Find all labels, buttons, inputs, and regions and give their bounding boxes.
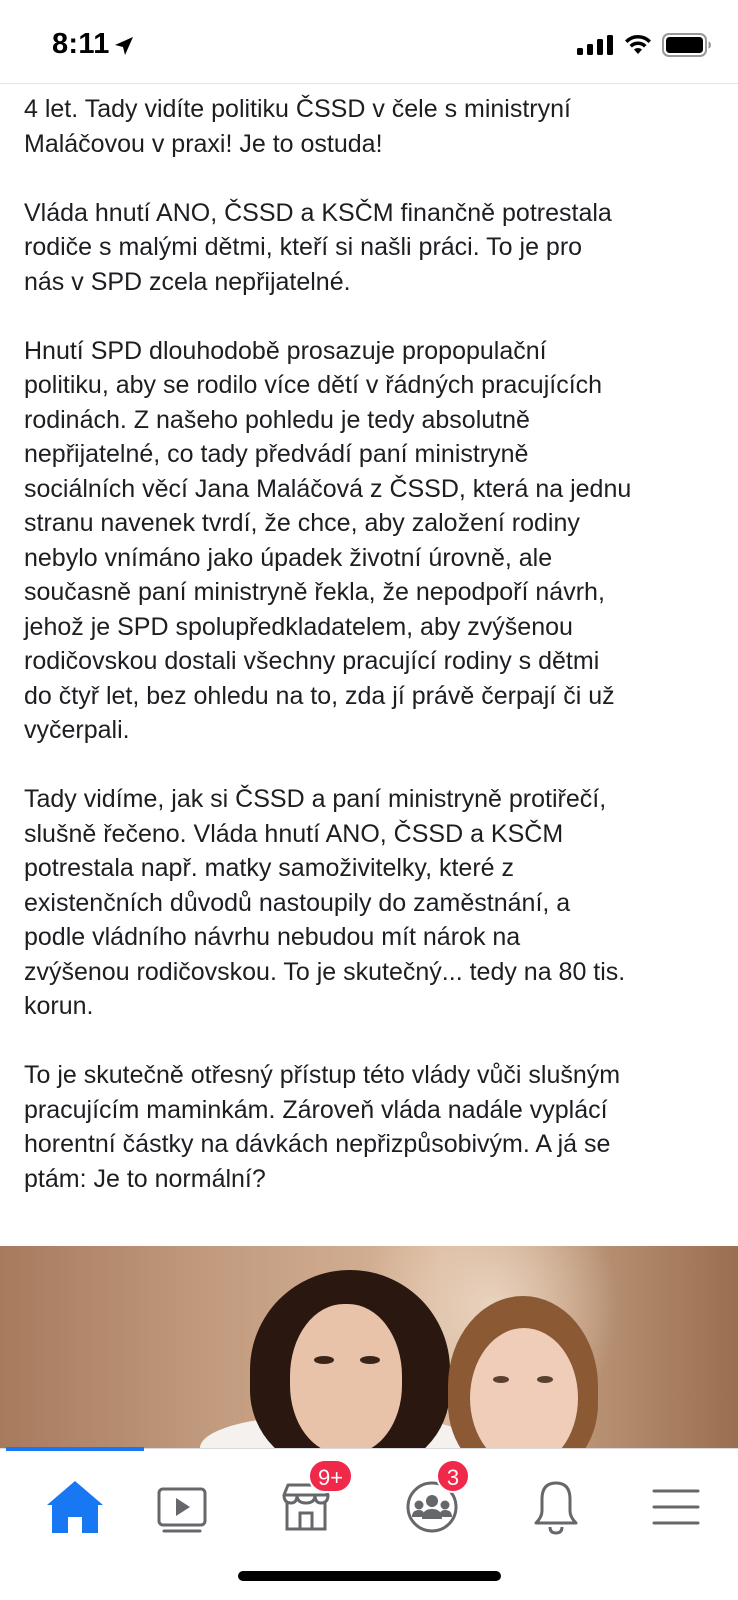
text-line: sociálních věcí Jana Maláčová z ČSSD, která na jednu: [24, 474, 632, 503]
paragraph-5: [24, 1058, 724, 1196]
text-line: do čtyř let, bez ohledu na to, zda jí právě čerpají či už: [24, 681, 615, 710]
text-line: nebylo vnímáno jako úpadek životní úrovně, ale: [24, 543, 553, 572]
marketplace-badge: 9+: [308, 1459, 353, 1493]
photo-eye: [493, 1376, 509, 1383]
groups-badge: 3: [436, 1459, 470, 1493]
text-line: Tady vidíme, jak si ČSSD a paní ministryně protiřečí,: [24, 785, 607, 813]
text-line: horentní částky na dávkách nepřizpůsobivým. A já se: [24, 1130, 611, 1158]
wifi-icon: [623, 32, 653, 56]
clipped-line: [24, 84, 724, 92]
text-line: vyčerpali.: [24, 716, 130, 744]
tab-marketplace[interactable]: [266, 1467, 346, 1547]
home-indicator[interactable]: [238, 1571, 501, 1581]
tab-notifications[interactable]: [516, 1467, 596, 1547]
location-arrow-icon: [113, 35, 135, 57]
text-line: existenčních důvodů nastoupily do zaměstnání, a: [24, 888, 571, 917]
text-line: rodinách. Z našeho pohledu je tedy absolutně: [24, 405, 530, 434]
text-line: Vláda hnutí ANO, ČSSD a KSČM finančně potrestala: [24, 198, 612, 227]
text-line: Maláčovou v praxi! Je to ostuda!: [24, 129, 383, 158]
text-line: současně paní ministryně řekla, že nepodpoří návrh,: [24, 578, 605, 606]
text-line: podle vládního návrhu nebudou mít nárok na: [24, 923, 521, 951]
text-line: rodiče s malými dětmi, kteří si našli práci. To je pro: [24, 233, 583, 261]
text-line: nás v SPD zcela nepřijatelné.: [24, 267, 351, 296]
text-line: zvýšenou rodičovskou. To je skutečný... tedy na 80 tis.: [24, 957, 626, 986]
text-line: nepřijatelné, co tady předvádí paní ministryně: [24, 440, 529, 468]
tab-menu[interactable]: [636, 1467, 716, 1547]
post-photo[interactable]: [0, 1246, 738, 1448]
text-line: ptám: Je to normální?: [24, 1164, 266, 1193]
paragraph-4: [24, 782, 724, 1024]
text-line: potrestala např. matky samoživitelky, které z: [24, 854, 514, 882]
status-bar: [0, 0, 738, 84]
paragraph-1: [24, 92, 724, 161]
tab-watch[interactable]: [142, 1467, 222, 1547]
tab-groups[interactable]: [392, 1467, 472, 1547]
cellular-signal-icon: [577, 35, 613, 55]
paragraph-3: [24, 334, 724, 748]
photo-woman-face: [290, 1304, 402, 1448]
tab-home[interactable]: [35, 1467, 115, 1547]
text-line: korun.: [24, 992, 94, 1020]
photo-eye: [360, 1356, 380, 1364]
text-line: 4 let. Tady vidíte politiku ČSSD v čele s ministryní: [24, 95, 571, 123]
bell-icon: [516, 1467, 596, 1547]
text-line: Hnutí SPD dlouhodobě prosazuje propopulační: [24, 336, 547, 365]
menu-icon: [636, 1467, 716, 1547]
home-icon: [35, 1467, 115, 1547]
photo-eye: [537, 1376, 553, 1383]
text-line: jehož je SPD spolupředkladatelem, aby zvýšenou: [24, 612, 573, 641]
text-line: To je skutečně otřesný přístup této vlády vůči slušným: [24, 1061, 621, 1089]
text-line: pracujícím maminkám. Zároveň vláda nadále vyplácí: [24, 1095, 608, 1124]
photo-eye: [314, 1356, 334, 1364]
watch-video-icon: [142, 1467, 222, 1547]
status-time: 8:11: [52, 28, 110, 60]
text-line: stranu navenek tvrdí, že chce, aby založení rodiny: [24, 509, 580, 537]
battery-icon: [662, 33, 712, 57]
active-tab-indicator: [6, 1447, 144, 1451]
post-text: [24, 84, 724, 1231]
paragraph-2: [24, 196, 724, 300]
text-line: slušně řečeno. Vláda hnutí ANO, ČSSD a KSČM: [24, 819, 564, 848]
text-line: rodičovskou dostali všechny pracující rodiny s dětmi: [24, 647, 600, 675]
text-line: politiku, aby se rodilo více dětí v řádných pracujících: [24, 371, 603, 399]
